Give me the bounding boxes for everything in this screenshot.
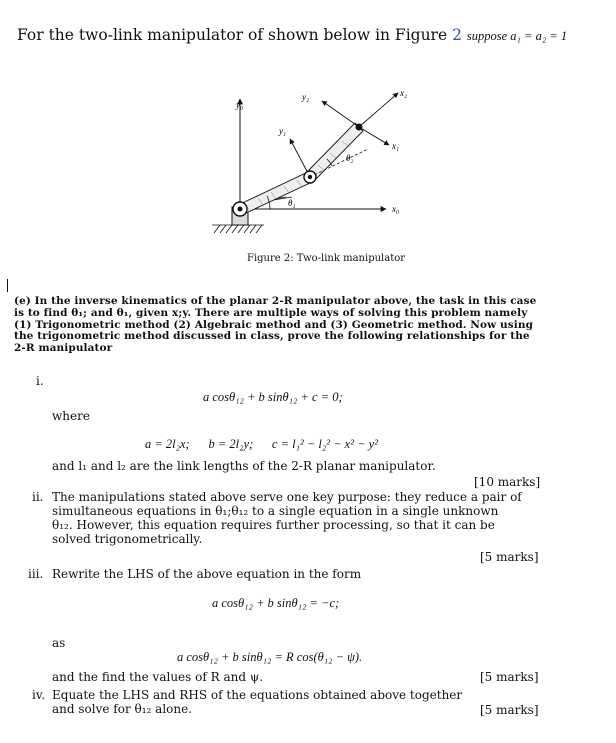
part-i-definitions: a = 2l₂x; b = 2l₂y; c = l₁² − l₂² − x² − y² — [145, 437, 378, 451]
part-iii-follow: and the find the values of R and ψ. — [52, 670, 264, 684]
figure-reference-link[interactable]: 2 — [452, 26, 462, 44]
two-link-manipulator-diagram — [200, 85, 430, 245]
title-prefix: For the two-link manipulator of shown below in Figure — [17, 26, 448, 44]
part-i-note: and l₁ and l₂ are the link lengths of the 2-R planar manipulator. — [52, 459, 436, 473]
y2-axis — [322, 101, 359, 127]
question-intro: (e) In the inverse kinematics of the planar 2-R manipulator above, the task in this case is to find θ₁; and θ₁, given x;y. There are multiple ways of solving this problem namely (1) Trigonometric method (2) Algebraic method and (3) Geometric method. Now using the trigonometric method discussed in class, prove the following relationships for the 2-R manipulator — [14, 295, 537, 355]
label-y2: y₂ — [302, 92, 310, 102]
part-iii-equation-1: a cosθ₁₂ + b sinθ₁₂ = −c; — [212, 596, 340, 610]
label-theta1: θ₁ — [288, 198, 296, 208]
part-iii-number: iii. — [28, 567, 44, 581]
label-x2: x₂ — [400, 88, 408, 98]
x2-axis — [359, 93, 398, 127]
part-i-marks: [10 marks] — [474, 475, 541, 489]
part-iii-text: Rewrite the LHS of the above equation in the form — [52, 567, 362, 581]
label-theta2: θ₂ — [346, 153, 354, 163]
part-i-where-label: where — [52, 409, 90, 423]
part-iv-text: Equate the LHS and RHS of the equations obtained above together and solve for θ₁₂ alone. — [52, 688, 463, 716]
part-i-equation: a cosθ₁₂ + b sinθ₁₂ + c = 0; — [203, 390, 343, 404]
part-iii-equation-2: a cosθ₁₂ + b sinθ₁₂ = R cos(θ₁₂ − ψ). — [177, 650, 363, 664]
part-ii-marks: [5 marks] — [480, 550, 539, 564]
title-suffix: suppose a₁ = a₂ = 1 — [466, 29, 568, 43]
label-y0: y₀ — [236, 100, 244, 110]
part-iii-marks: [5 marks] — [480, 670, 539, 684]
part-ii-number: ii. — [32, 490, 44, 504]
end-effector — [356, 124, 363, 131]
text-cursor — [7, 279, 8, 292]
part-ii-text: The manipulations stated above serve one key purpose: they reduce a pair of simultaneous equations in θ₁;θ₁₂ to a single equation in a single unknown θ₁₂. However, this equation requires further processing, so that it can be solved trigonometrically. — [52, 490, 522, 546]
part-iv-number: iv. — [32, 688, 46, 702]
figure-caption: Figure 2: Two-link manipulator — [247, 253, 406, 264]
problem-title — [17, 26, 567, 44]
x1-axis — [359, 127, 389, 145]
part-iii-as-label: as — [52, 636, 66, 650]
part-i-number: i. — [36, 374, 44, 388]
part-iv-marks: [5 marks] — [480, 703, 539, 717]
label-x0: x₀ — [392, 204, 400, 214]
label-y1: y₁ — [279, 126, 287, 136]
label-x1: x₁ — [392, 141, 400, 151]
